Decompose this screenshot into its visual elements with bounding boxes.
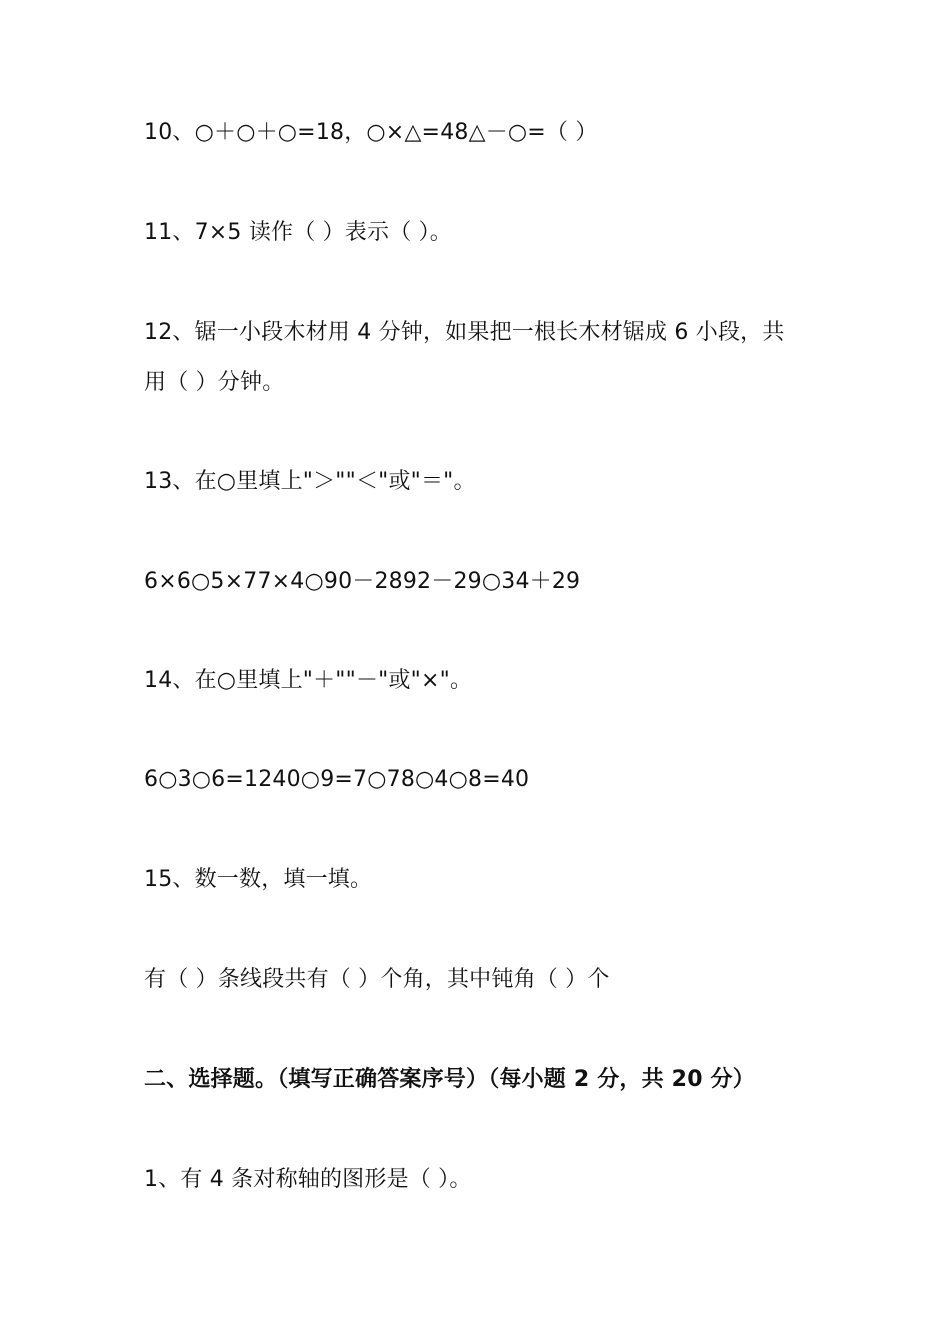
- question-14-expression: 6○3○6=1240○9=7○78○4○8=40: [144, 767, 530, 792]
- question-13: 13、在○里填上"＞""＜"或"＝"。: [144, 469, 476, 494]
- question-12-line-2: 用（ ）分钟。: [144, 370, 285, 395]
- question-12-line-1: 12、锯一小段木材用 4 分钟，如果把一根长木材锯成 6 小段，共: [144, 320, 785, 345]
- question-15: 15、数一数，填一填。: [144, 867, 373, 892]
- question-13-expression: 6×6○5×77×4○90－2892－29○34＋29: [144, 569, 581, 594]
- section-2-heading: 二、选择题。（填写正确答案序号）（每小题 2 分，共 20 分）: [144, 1067, 755, 1092]
- question-10: 10、○＋○＋○=18，○×△=48△－○=（ ）: [144, 120, 598, 145]
- section-2-question-1: 1、有 4 条对称轴的图形是（ ）。: [144, 1167, 472, 1192]
- question-14: 14、在○里填上"＋""－"或"×"。: [144, 668, 473, 693]
- question-15-answer: 有（ ）条线段共有（ ）个角，其中钝角（ ）个: [144, 967, 610, 992]
- question-11: 11、7×5 读作（ ）表示（ ）。: [144, 220, 453, 245]
